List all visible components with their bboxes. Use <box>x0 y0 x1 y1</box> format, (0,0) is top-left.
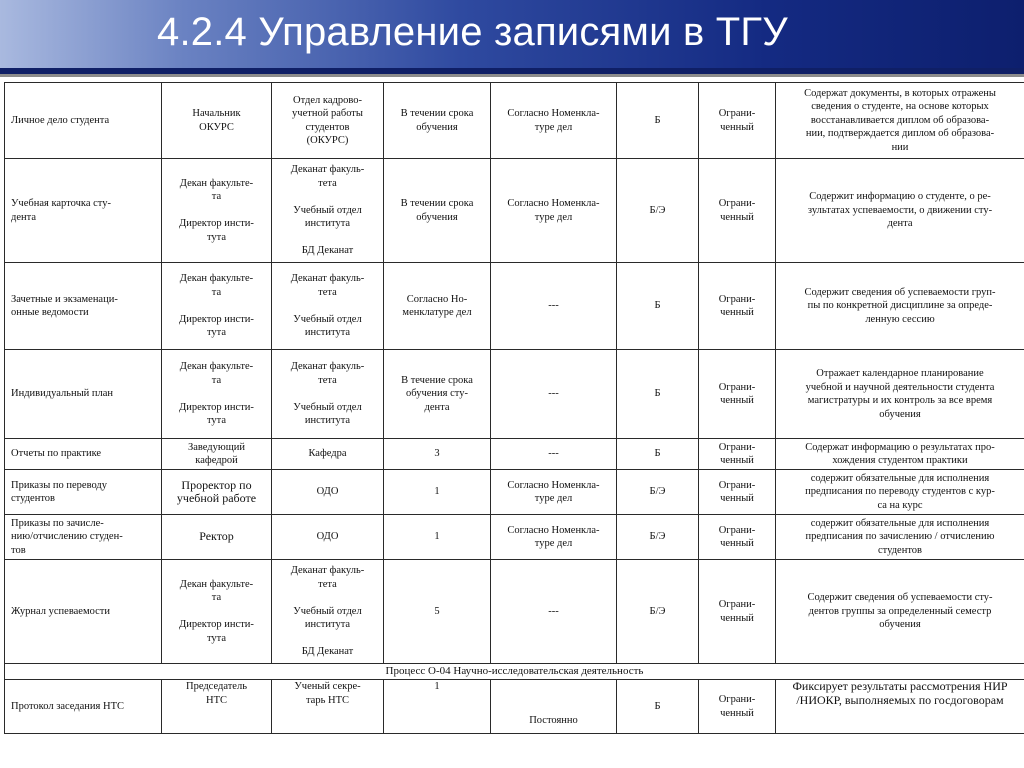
record-archive: --- <box>491 560 617 664</box>
record-responsible: Ректор <box>162 515 272 560</box>
table-row <box>5 470 1024 515</box>
header-divider-shadow <box>0 74 1024 77</box>
record-location: Ученый секре- тарь НТС <box>272 680 384 734</box>
record-term: 1 <box>384 470 491 515</box>
record-archive: Согласно Номенкла- туре дел <box>491 515 617 560</box>
table-row <box>5 263 1024 350</box>
record-content: Содержит информацию о студенте, о ре- зультатах успеваемости, о движении сту- дента <box>776 159 1024 263</box>
record-media: Б <box>617 83 699 159</box>
record-content: Содержат информацию о результатах про- хождения студентом практики <box>776 439 1024 470</box>
record-term: Согласно Но- менклатуре дел <box>384 263 491 350</box>
record-name: Приказы по переводу студентов <box>5 470 162 515</box>
record-media: Б/Э <box>617 470 699 515</box>
record-content: Фиксирует результаты рассмотрения НИР /НИОКР, выполняемых по госдоговорам <box>776 680 1024 734</box>
record-term: 5 <box>384 560 491 664</box>
record-archive: Согласно Номенкла- туре дел <box>491 83 617 159</box>
record-term: 3 <box>384 439 491 470</box>
record-content: Содержит сведения об успеваемости сту- дентов группы за определенный семестр обучения <box>776 560 1024 664</box>
record-access: Ограни- ченный <box>699 439 776 470</box>
record-name: Индивидуальный план <box>5 350 162 439</box>
record-term: 1 <box>384 680 491 734</box>
record-responsible: Председатель НТС <box>162 680 272 734</box>
record-name: Отчеты по практике <box>5 439 162 470</box>
record-archive: --- <box>491 263 617 350</box>
record-name: Личное дело студента <box>5 83 162 159</box>
record-media: Б <box>617 263 699 350</box>
record-term: В течении срока обучения <box>384 83 491 159</box>
record-name: Журнал успеваемости <box>5 560 162 664</box>
record-access: Ограни- ченный <box>699 470 776 515</box>
process-label: Процесс О-04 Научно-исследовательская деятельность <box>5 664 1024 680</box>
title-band <box>0 0 1024 68</box>
table-row <box>5 515 1024 560</box>
record-media: Б/Э <box>617 159 699 263</box>
record-term: В течении срока обучения <box>384 159 491 263</box>
process-row <box>5 664 1024 680</box>
record-access: Ограни- ченный <box>699 560 776 664</box>
table-row <box>5 159 1024 263</box>
record-responsible: Начальник ОКУРС <box>162 83 272 159</box>
records-table <box>4 82 1024 734</box>
record-name: Протокол заседания НТС <box>5 680 162 734</box>
record-archive: --- <box>491 350 617 439</box>
table-row <box>5 350 1024 439</box>
slide-title: 4.2.4 Управление записями в ТГУ <box>157 10 788 54</box>
record-location: Отдел кадрово- учетной работы студентов (ОКУРС) <box>272 83 384 159</box>
record-access: Ограни- ченный <box>699 350 776 439</box>
table-row <box>5 439 1024 470</box>
record-responsible: Заведующий кафедрой <box>162 439 272 470</box>
record-media: Б/Э <box>617 515 699 560</box>
record-access: Ограни- ченный <box>699 263 776 350</box>
record-location: ОДО <box>272 470 384 515</box>
record-archive: Постоянно <box>491 680 617 734</box>
record-archive: Согласно Номенкла- туре дел <box>491 159 617 263</box>
record-term: 1 <box>384 515 491 560</box>
record-access: Ограни- ченный <box>699 515 776 560</box>
table-row <box>5 83 1024 159</box>
record-media: Б <box>617 350 699 439</box>
record-name: Учебная карточка сту- дента <box>5 159 162 263</box>
record-content: Отражает календарное планирование учебной и научной деятельности студента магистратуры и их контроль за все время обучения <box>776 350 1024 439</box>
record-responsible: Декан факульте- та Директор инсти- тута <box>162 263 272 350</box>
record-access: Ограни- ченный <box>699 83 776 159</box>
record-responsible: Декан факульте- та Директор инсти- тута <box>162 560 272 664</box>
record-location: Деканат факуль- тета Учебный отдел института БД Деканат <box>272 159 384 263</box>
record-name: Зачетные и экзаменаци- онные ведомости <box>5 263 162 350</box>
record-media: Б <box>617 680 699 734</box>
record-access: Ограни- ченный <box>699 159 776 263</box>
record-media: Б <box>617 439 699 470</box>
record-term: В течение срока обучения сту- дента <box>384 350 491 439</box>
record-responsible: Декан факульте- та Директор инсти- тута <box>162 350 272 439</box>
record-archive: Согласно Номенкла- туре дел <box>491 470 617 515</box>
record-location: Деканат факуль- тета Учебный отдел института БД Деканат <box>272 560 384 664</box>
record-content: Содержат документы, в которых отражены сведения о студенте, на основе которых восстанавливается диплом об образова- нии, подтверждается диплом об образова- нии <box>776 83 1024 159</box>
record-location: Кафедра <box>272 439 384 470</box>
record-location: Деканат факуль- тета Учебный отдел института <box>272 350 384 439</box>
table-row <box>5 560 1024 664</box>
record-archive: --- <box>491 439 617 470</box>
record-responsible: Декан факульте- та Директор инсти- тута <box>162 159 272 263</box>
record-content: Содержит сведения об успеваемости груп- пы по конкретной дисциплине за опреде- ленную сессию <box>776 263 1024 350</box>
record-responsible: Проректор по учебной работе <box>162 470 272 515</box>
record-location: Деканат факуль- тета Учебный отдел института <box>272 263 384 350</box>
record-content: содержит обязательные для исполнения предписания по зачислению / отчислению студентов <box>776 515 1024 560</box>
record-access: Ограни- ченный <box>699 680 776 734</box>
record-media: Б/Э <box>617 560 699 664</box>
table-row <box>5 680 1024 734</box>
record-location: ОДО <box>272 515 384 560</box>
record-name: Приказы по зачисле- нию/отчислению студен- тов <box>5 515 162 560</box>
record-content: содержит обязательные для исполнения предписания по переводу студентов с кур- са на курс <box>776 470 1024 515</box>
